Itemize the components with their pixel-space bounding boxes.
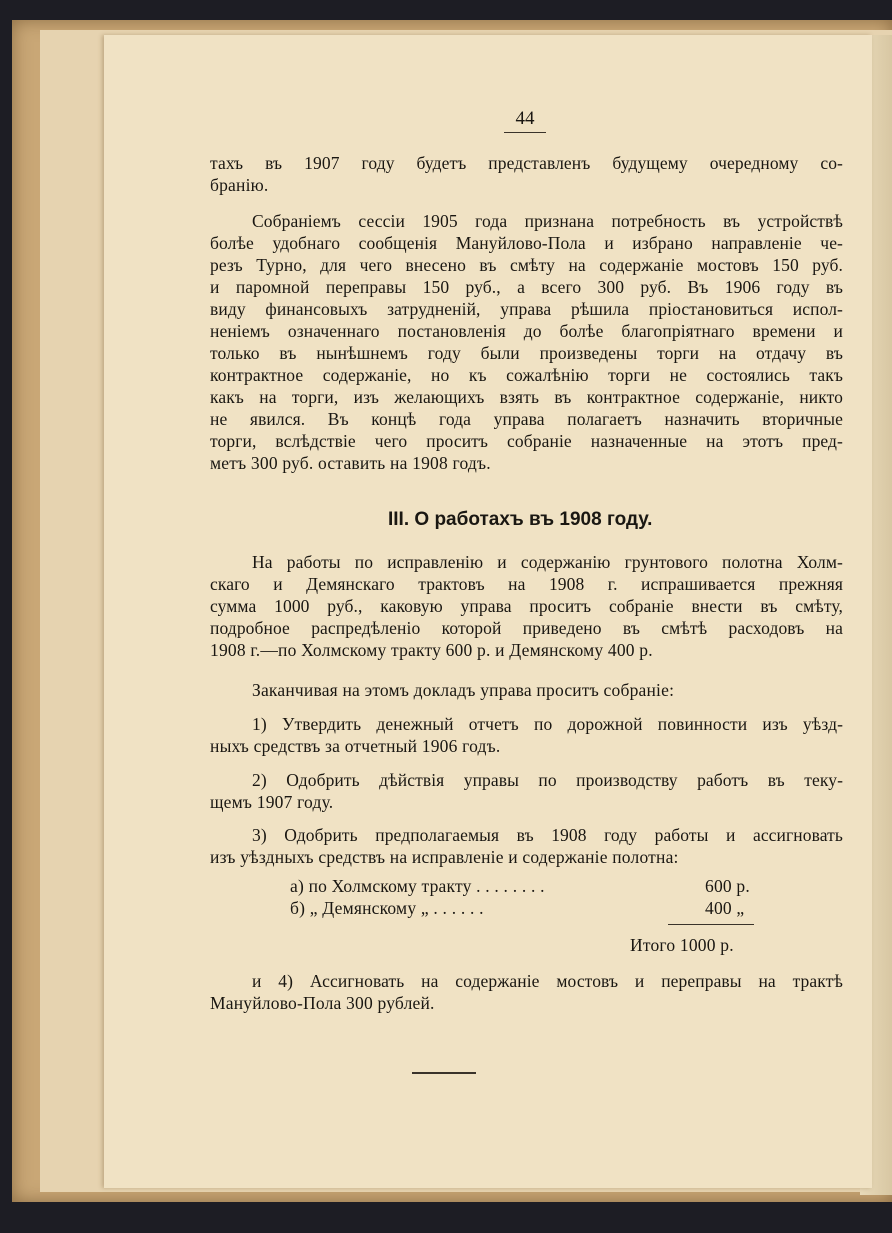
section-heading: III. О работахъ въ 1908 году.	[388, 509, 653, 530]
budget-row-amount: 600 р.	[705, 876, 750, 896]
text-line: 1908 г.—по Холмскому тракту 600 р. и Демянскому 400 р.	[210, 640, 653, 660]
text-line: только въ нынѣшнемъ году были произведены торги на отдачу въ	[210, 343, 843, 363]
text-line: какъ на торги, изъ желающихъ взять въ контрактное содержаніе, никто	[210, 387, 843, 407]
text-line: Собраніемъ сессіи 1905 года признана потребность въ устройствѣ	[252, 211, 843, 231]
text-line: контрактное содержаніе, но къ сожалѣнію торги не состоялись такъ	[210, 365, 843, 385]
page-number-rule	[504, 132, 546, 133]
text-line: резъ Турно, для чего внесено въ смѣту на содержаніе мостовъ 150 руб.	[210, 255, 843, 275]
text-line: бранію.	[210, 175, 269, 195]
budget-total: Итого 1000 р.	[630, 935, 734, 955]
text-line: На работы по исправленію и содержанію грунтового полотна Холм-	[252, 552, 843, 572]
text-line: 1) Утвердить денежный отчетъ по дорожной повинности изъ уѣзд-	[252, 714, 843, 734]
text-line: и паромной переправы 150 руб., а всего 300 руб. Въ 1906 году въ	[210, 277, 843, 297]
text-line: подробное распредѣленіо которой приведено въ смѣтѣ расходовъ на	[210, 618, 843, 638]
text-line: болѣе удобнаго сообщенія Мануйлово-Пола и избрано направленіе че-	[210, 233, 843, 253]
text-line: 2) Одобрить дѣйствія управы по производству работъ въ теку-	[252, 770, 843, 790]
text-line: 3) Одобрить предполагаемыя въ 1908 году работы и ассигновать	[252, 825, 843, 845]
text-line: не явился. Въ концѣ года управа полагаетъ назначить вторичные	[210, 409, 843, 429]
sum-rule	[668, 924, 754, 925]
text-line: Мануйлово-Пола 300 рублей.	[210, 993, 435, 1013]
text-line: скаго и Демянскаго трактовъ на 1908 г. испрашивается прежняя	[210, 574, 843, 594]
budget-row-label: б) „ Демянскому „ . . . . . .	[290, 898, 484, 918]
text-line: торги, вслѣдствіе чего проситъ собраніе назначенные на этотъ пред-	[210, 431, 843, 451]
text-line: тахъ въ 1907 году будетъ представленъ будущему очередному со-	[210, 153, 843, 173]
text-line: неніемъ означеннаго постановленія до болѣе благопріятнаго времени и	[210, 321, 843, 341]
text-line: ныхъ средствъ за отчетный 1906 годъ.	[210, 736, 501, 756]
budget-row-label: а) по Холмскому тракту . . . . . . . .	[290, 876, 545, 896]
end-rule	[412, 1072, 476, 1074]
text-line: Заканчивая на этомъ докладъ управа проситъ собраніе:	[252, 680, 675, 700]
budget-row-amount: 400 „	[705, 898, 745, 918]
text-line: сумма 1000 руб., каковую управа проситъ собраніе внести въ смѣту,	[210, 596, 843, 616]
text-line: виду финансовыхъ затрудненій, управа рѣшила пріостановиться испол-	[210, 299, 843, 319]
text-line: метъ 300 руб. оставить на 1908 годъ.	[210, 453, 491, 473]
text-line: изъ уѣздныхъ средствъ на исправленіе и содержаніе полотна:	[210, 847, 679, 867]
text-line: и 4) Ассигновать на содержаніе мостовъ и переправы на трактѣ	[252, 971, 843, 991]
page-number: 44	[515, 108, 535, 129]
text-line: щемъ 1907 году.	[210, 792, 334, 812]
